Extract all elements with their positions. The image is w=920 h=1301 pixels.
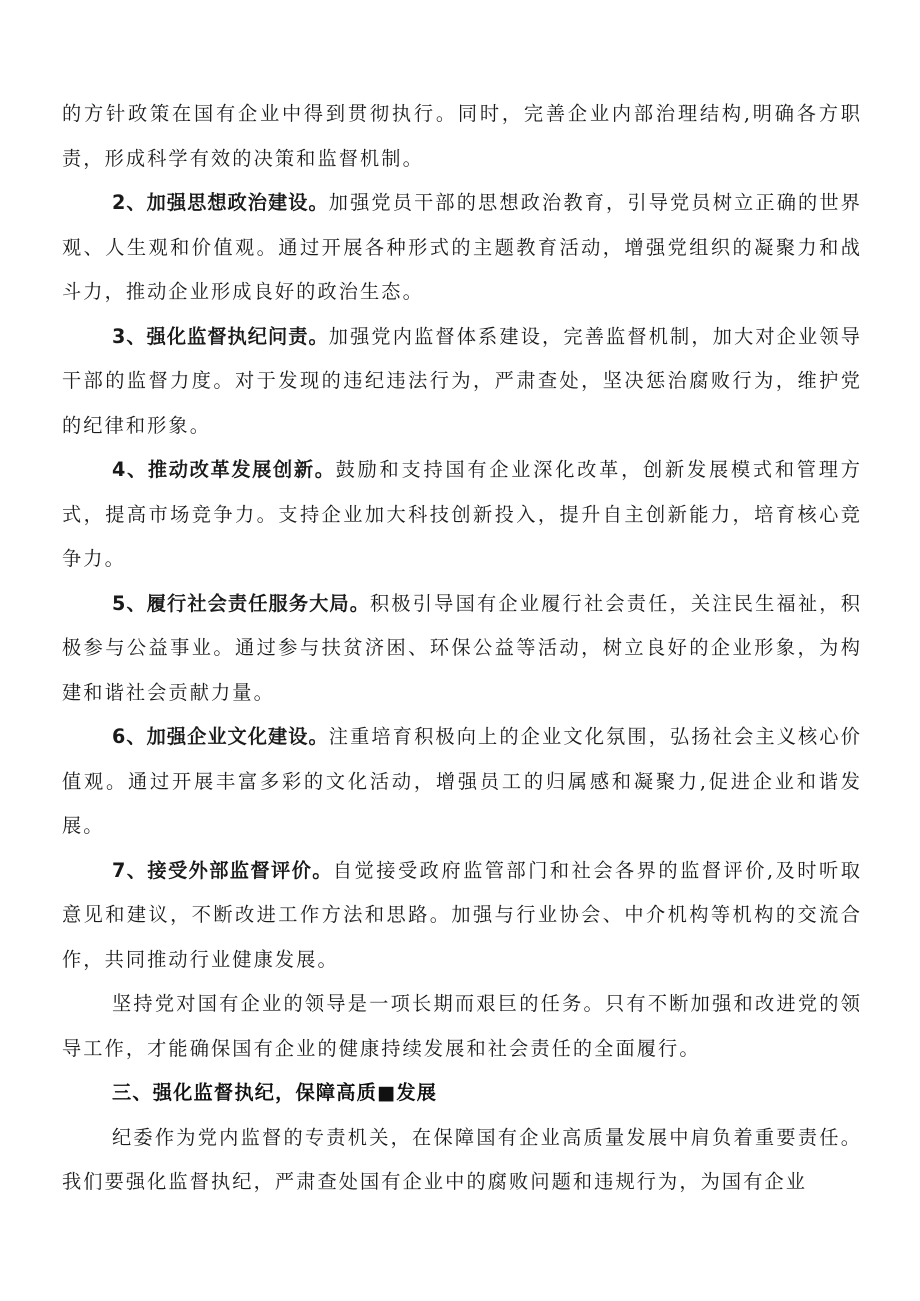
- paragraph-text: 自觉接受政府监管部门和社会各界的监督评价,及时听取意见和建议，不断改进工作方法和思路。加强与行业协会、中介机构等机构的交流合作，共同推动行业健康发展。: [62, 858, 862, 971]
- document-page: [62, 92, 862, 1205]
- section-heading: 三、强化监督执纪，保障高质■发展: [112, 1081, 438, 1104]
- paragraph-text: 加强党内监督体系建设，完善监督机制，加大对企业领导干部的监督力度。对于发现的违纪违法行为，严肃查处，坚决惩治腐败行为，维护党的纪律和形象。: [62, 324, 863, 437]
- paragraph-item-6: [62, 715, 862, 849]
- paragraph-text: 纪委作为党内监督的专责机关，在保障国有企业高质量发展中肩负着重要责任。我们要强化监督执纪，严肃查处国有企业中的腐败问题和违规行为，为国有企业: [62, 1125, 862, 1193]
- paragraph-text: 加强党员干部的思想政治教育，引导党员树立正确的世界观、人生观和价值观。通过开展各种形式的主题教育活动，增强党组织的凝聚力和战斗力，推动企业形成良好的政治生态。: [62, 191, 863, 303]
- paragraph-continuation: [62, 92, 862, 181]
- paragraph-summary: [62, 982, 862, 1071]
- paragraph-lead: 3、强化监督执纪问责。: [112, 324, 329, 348]
- paragraph-item-4: [62, 448, 862, 582]
- paragraph-lead: 4、推动改革发展创新。: [112, 458, 336, 481]
- paragraph-lead: 7、接受外部监督评价。: [112, 858, 333, 882]
- paragraph-item-2: [62, 181, 862, 315]
- paragraph-text: 鼓励和支持国有企业深化改革，创新发展模式和管理方式，提高市场竞争力。支持企业加大科技创新投入，提升自主创新能力，培育核心竞争力。: [62, 458, 862, 570]
- paragraph-text: 积极引导国有企业履行社会责任，关注民生福祉，积极参与公益事业。通过参与扶贫济困、环保公益等活动，树立良好的企业形象，为构建和谐社会贡献力量。: [62, 591, 862, 704]
- paragraph-closing: [62, 1116, 862, 1205]
- paragraph-item-3: [62, 315, 862, 449]
- paragraph-text: 坚持党对国有企业的领导是一项长期而艰巨的任务。只有不断加强和改进党的领导工作，才能确保国有企业的健康持续发展和社会责任的全面履行。: [62, 992, 862, 1060]
- paragraph-text: 的方针政策在国有企业中得到贯彻执行。同时，完善企业内部治理结构,明确各方职责，形成科学有效的决策和监督机制。: [62, 102, 862, 170]
- paragraph-text: 注重培育积极向上的企业文化氛围，弘扬社会主义核心价值观。通过开展丰富多彩的文化活动，增强员工的归属感和凝聚力,促进企业和谐发展。: [62, 725, 863, 837]
- paragraph-item-7: [62, 849, 862, 983]
- paragraph-lead: 5、履行社会责任服务大局。: [112, 591, 370, 615]
- paragraph-lead: 6、加强企业文化建设。: [112, 725, 329, 748]
- paragraph-lead: 2、加强思想政治建设。: [112, 191, 329, 214]
- paragraph-item-5: [62, 582, 862, 716]
